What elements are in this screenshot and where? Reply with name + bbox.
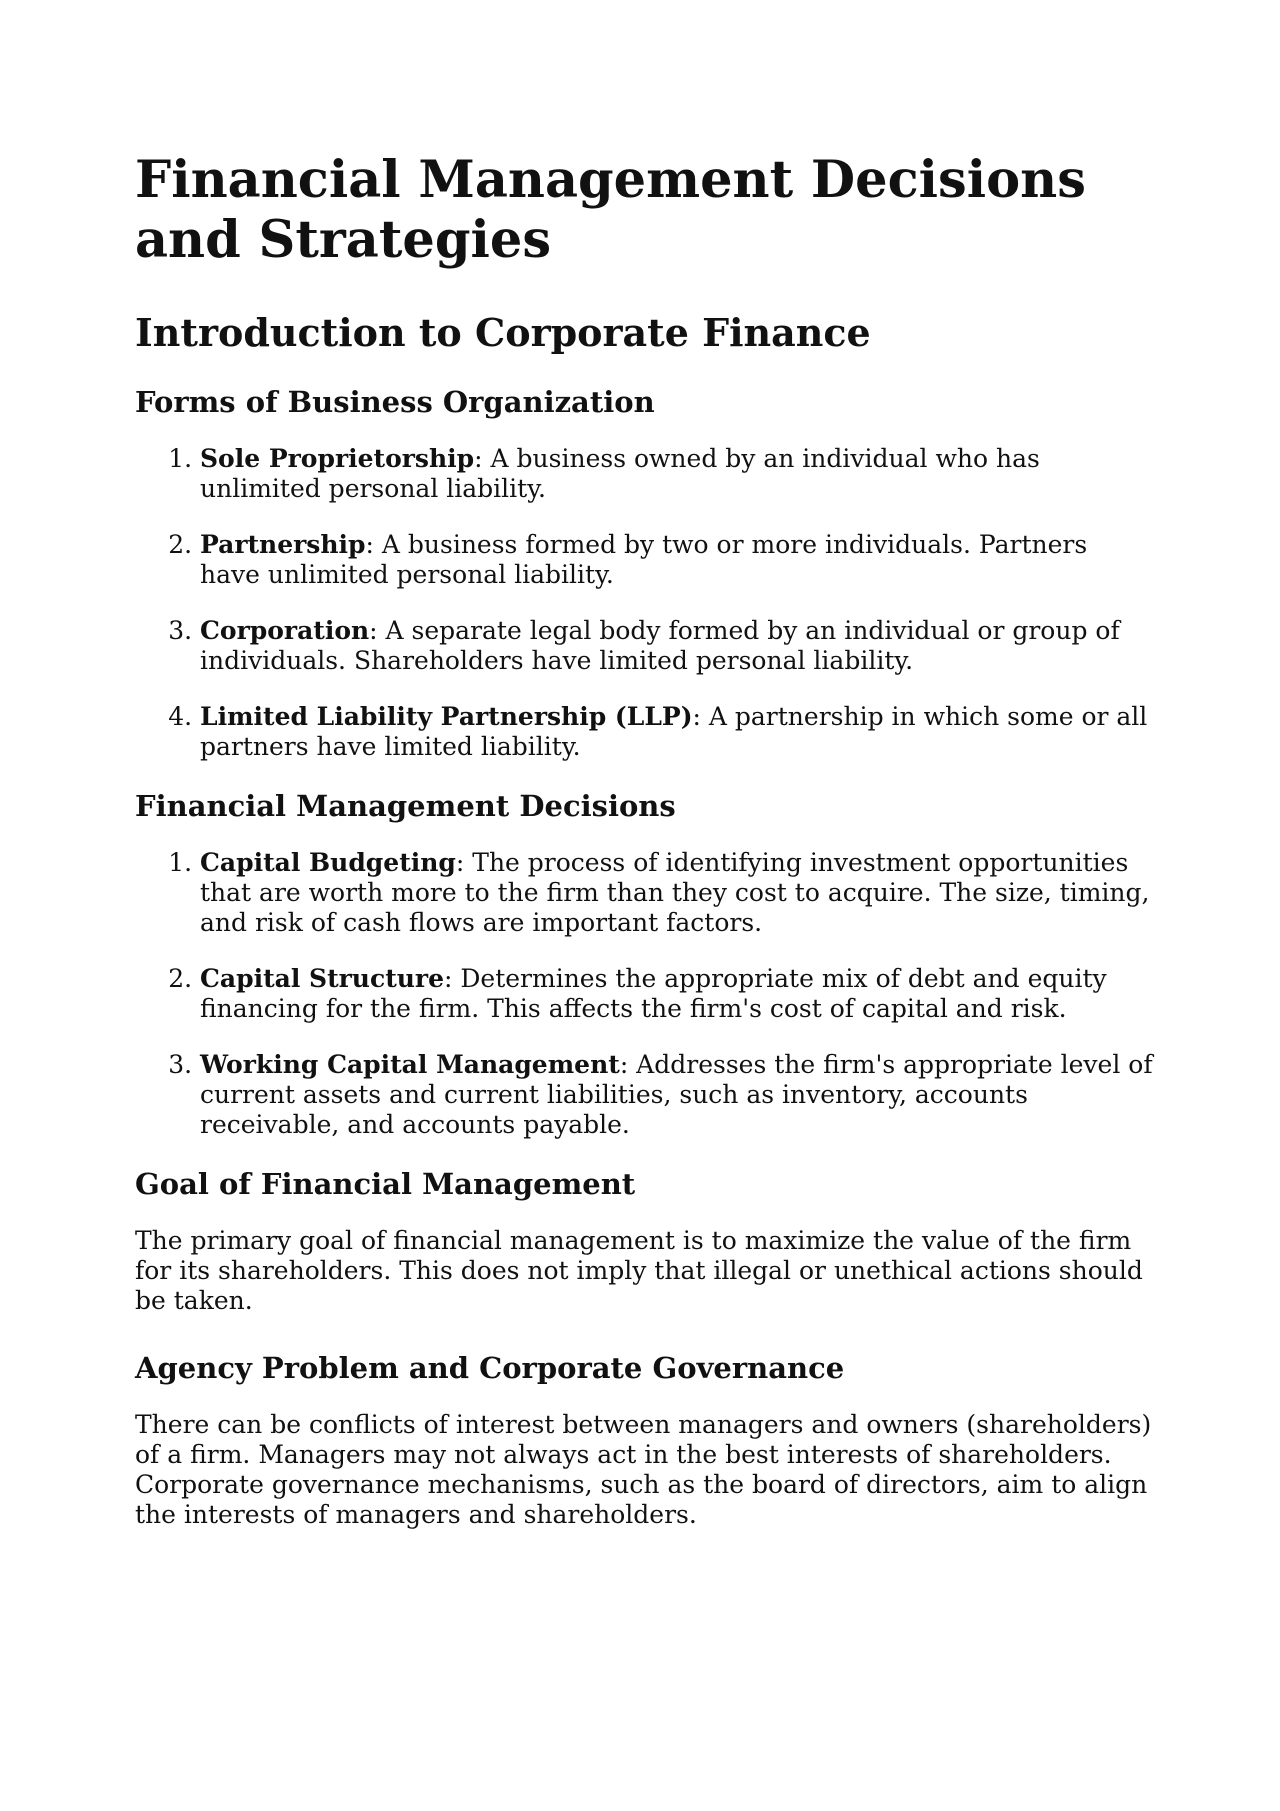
decisions-list <box>135 848 1155 1140</box>
list-item-term: Capital Structure <box>200 964 444 993</box>
goal-paragraph: The primary goal of financial management is to maximize the value of the firm for its shareholders. This does not imply that illegal or unethical actions should be taken. <box>135 1226 1143 1315</box>
list-item <box>200 444 1155 504</box>
list-item-desc: : Determines the appropriate mix of debt and equity financing for the firm. This affects the firm's cost of capital and risk. <box>200 964 1107 1023</box>
subsection-heading-decisions: Financial Management Decisions <box>135 789 676 823</box>
list-item <box>200 530 1155 590</box>
subsection-heading-agency: Agency Problem and Corporate Governance <box>135 1351 845 1385</box>
list-item-term: Corporation <box>200 616 370 645</box>
list-item-term: Sole Proprietorship <box>200 444 475 473</box>
section-heading-intro: Introduction to Corporate Finance <box>135 310 871 355</box>
list-item-term: Limited Liability Partnership (LLP) <box>200 702 693 731</box>
forms-list <box>135 444 1155 762</box>
list-item <box>200 616 1155 676</box>
subsection-heading-forms: Forms of Business Organization <box>135 385 655 419</box>
subsection-heading-goal: Goal of Financial Management <box>135 1167 636 1201</box>
list-item-desc: : A business formed by two or more individuals. Partners have unlimited personal liability. <box>200 530 1088 589</box>
agency-paragraph: There can be conflicts of interest between managers and owners (shareholders) of a firm. Managers may not always act in the best interests of shareholders. Corporate governance mechanisms, such as the board of directors, aim to align the interests of managers and shareholders. <box>135 1410 1152 1529</box>
list-item-term: Partnership <box>200 530 366 559</box>
list-item <box>200 1050 1155 1140</box>
list-item <box>200 702 1155 762</box>
list-item-desc: : Addresses the firm's appropriate level of current assets and current liabilities, such as inventory, accounts receivable, and accounts payable. <box>200 1050 1153 1139</box>
list-item <box>200 964 1155 1024</box>
list-item-term: Working Capital Management <box>200 1050 620 1079</box>
list-item-desc: : A partnership in which some or all partners have limited liability. <box>200 702 1148 761</box>
list-item-desc: : A business owned by an individual who has unlimited personal liability. <box>200 444 1040 503</box>
list-item <box>200 848 1155 938</box>
list-item-desc: : A separate legal body formed by an individual or group of individuals. Shareholders have limited personal liability. <box>200 616 1120 675</box>
document-title: Financial Management Decisions and Strategies <box>135 150 1086 270</box>
document-page <box>135 150 1155 1564</box>
list-item-term: Capital Budgeting <box>200 848 456 877</box>
list-item-desc: : The process of identifying investment opportunities that are worth more to the firm than they cost to acquire. The size, timing, and risk of cash flows are important factors. <box>200 848 1150 937</box>
